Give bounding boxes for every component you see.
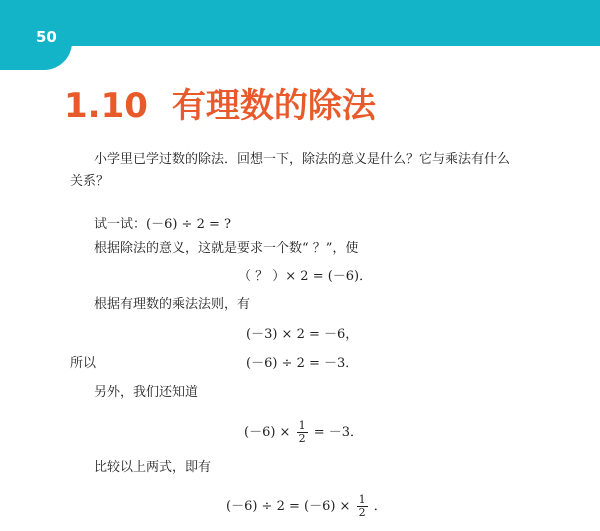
so-label: 所以 (70, 356, 97, 371)
equation-final-right: ． (373, 499, 387, 514)
try-it-line: 试一试：(－6) ÷ 2 = ? (94, 217, 231, 232)
equation-quotient: (－6) ÷ 2 = －3． (246, 356, 359, 371)
fraction-one-half (297, 420, 308, 445)
compare-line: 比较以上两式，即有 (94, 460, 212, 475)
section-title-text: 有理数的除法 (171, 86, 376, 126)
equation-unknown: （ ？ ）× 2 = (－6)． (238, 269, 373, 284)
meaning-line: 根据除法的意义，这就是要求一个数“ ？”，使 (94, 241, 359, 256)
rule-line: 根据有理数的乘法法则，有 (94, 297, 251, 312)
header-band (0, 0, 600, 46)
equation-half-left: (－6) × (244, 425, 291, 440)
equation-half (244, 420, 363, 445)
fraction-numerator: 1 (298, 419, 306, 432)
besides-line: 另外，我们还知道 (94, 385, 199, 400)
equation-product: (－3) × 2 = －6， (246, 327, 359, 342)
section-number: 1.10 (64, 86, 148, 126)
page-number: 50 (36, 28, 57, 46)
fraction-one-half-final (357, 494, 368, 519)
equation-half-right: = －3． (313, 425, 364, 440)
fraction-numerator-final: 1 (358, 493, 366, 506)
fraction-denominator-final: 2 (358, 506, 366, 519)
fraction-denominator: 2 (298, 432, 306, 445)
intro-line-2: 关系？ (70, 174, 110, 189)
intro-line-1: 小学里已学过数的除法．回想一下，除法的意义是什么？它与乘法有什么 (94, 152, 511, 167)
equation-final-left: (－6) ÷ 2 = (－6) × (226, 499, 351, 514)
section-title (64, 86, 376, 126)
equation-final (226, 494, 387, 519)
